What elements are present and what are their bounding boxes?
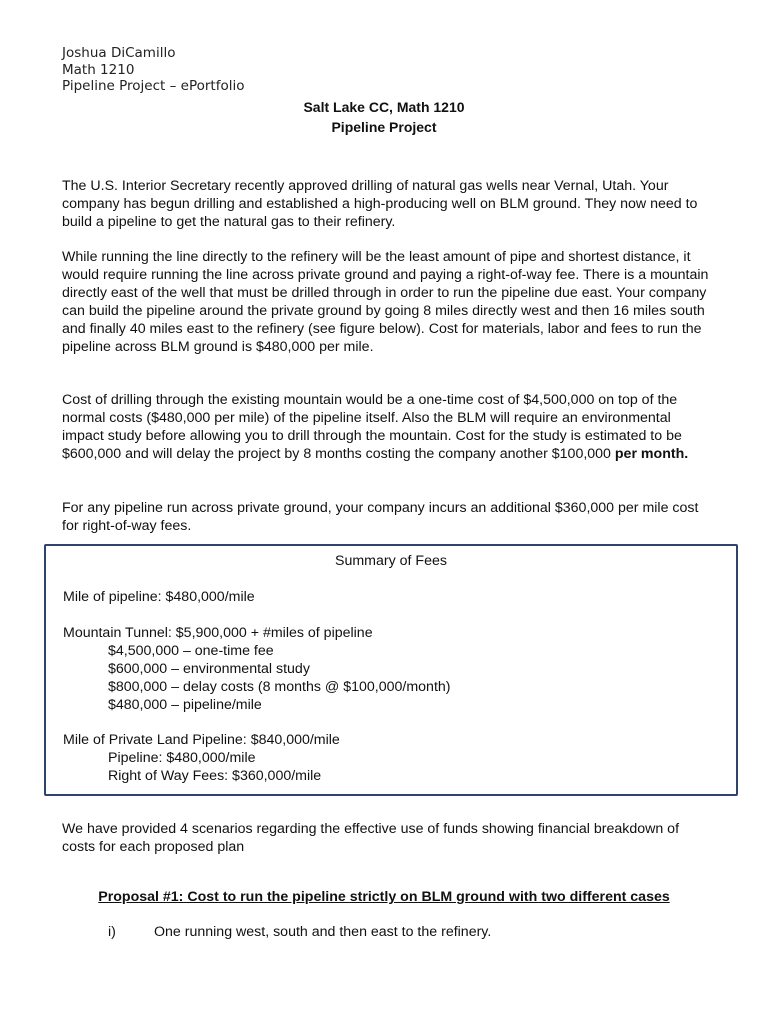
author-name: Joshua DiCamillo	[62, 45, 176, 61]
proposal-1-item-marker: i)	[108, 924, 116, 940]
summary-mountain-tunnel: Mountain Tunnel: $5,900,000 + #miles of pipeline	[63, 625, 373, 641]
mountain-cost-emphasis: per month.	[614, 446, 689, 462]
title-line-1: Salt Lake CC, Math 1210	[303, 99, 465, 115]
mountain-cost-paragraph	[62, 391, 712, 463]
summary-tunnel-delay: $800,000 – delay costs (8 months @ $100,000/month)	[108, 679, 451, 695]
scenarios-paragraph: We have provided 4 scenarios regarding the effective use of funds showing financial breakdown of costs for each proposed plan	[62, 821, 680, 855]
summary-private-land: Mile of Private Land Pipeline: $840,000/mile	[63, 732, 340, 748]
summary-tunnel-pipeline: $480,000 – pipeline/mile	[108, 697, 262, 713]
proposal-1-item-text: One running west, south and then east to the refinery.	[154, 924, 492, 940]
document-title	[0, 97, 768, 137]
intro-paragraph: The U.S. Interior Secretary recently approved drilling of natural gas wells near Vernal, Utah. Your company has begun drilling and established a high-producing well on BLM ground. They now need to build a pipeline to get the natural gas to their refinery.	[62, 178, 698, 230]
summary-tunnel-fee: $4,500,000 – one-time fee	[108, 643, 274, 659]
summary-title: Summary of Fees	[335, 553, 447, 569]
summary-of-fees-box	[44, 544, 738, 796]
document-header	[62, 45, 245, 95]
title-line-2: Pipeline Project	[331, 119, 437, 135]
summary-tunnel-study: $600,000 – environmental study	[108, 661, 310, 677]
summary-private-pipeline: Pipeline: $480,000/mile	[108, 750, 256, 766]
proposal-1-heading: Proposal #1: Cost to run the pipeline strictly on BLM ground with two different cases	[98, 889, 670, 905]
summary-right-of-way: Right of Way Fees: $360,000/mile	[108, 768, 322, 784]
right-of-way-paragraph: For any pipeline run across private ground, your company incurs an additional $360,000 per mile cost for right-of-way fees.	[62, 500, 699, 534]
project-name: Pipeline Project – ePortfolio	[62, 78, 245, 94]
summary-mile-of-pipeline: Mile of pipeline: $480,000/mile	[63, 589, 255, 605]
mountain-cost-text: Cost of drilling through the existing mountain would be a one-time cost of $4,500,000 on top of the normal costs ($480,000 per mile) of the pipeline itself. Also the BLM will require an environmental impact study before allowing you to drill through the mountain. Cost for the study is estimated to be $600,000 and will delay the project by 8 months costing the company another $100,000	[62, 392, 682, 462]
route-paragraph: While running the line directly to the refinery will be the least amount of pipe and shortest distance, it would require running the line across private ground and paying a right-of-way fee. There is a mountain directly east of the well that must be drilled through in order to run the pipeline due east. Your company can build the pipeline around the private ground by going 8 miles directly west and then 16 miles south and finally 40 miles east to the refinery (see figure below). Cost for materials, labor and fees to run the pipeline across BLM ground is $480,000 per mile.	[62, 249, 709, 355]
course-name: Math 1210	[62, 61, 135, 78]
